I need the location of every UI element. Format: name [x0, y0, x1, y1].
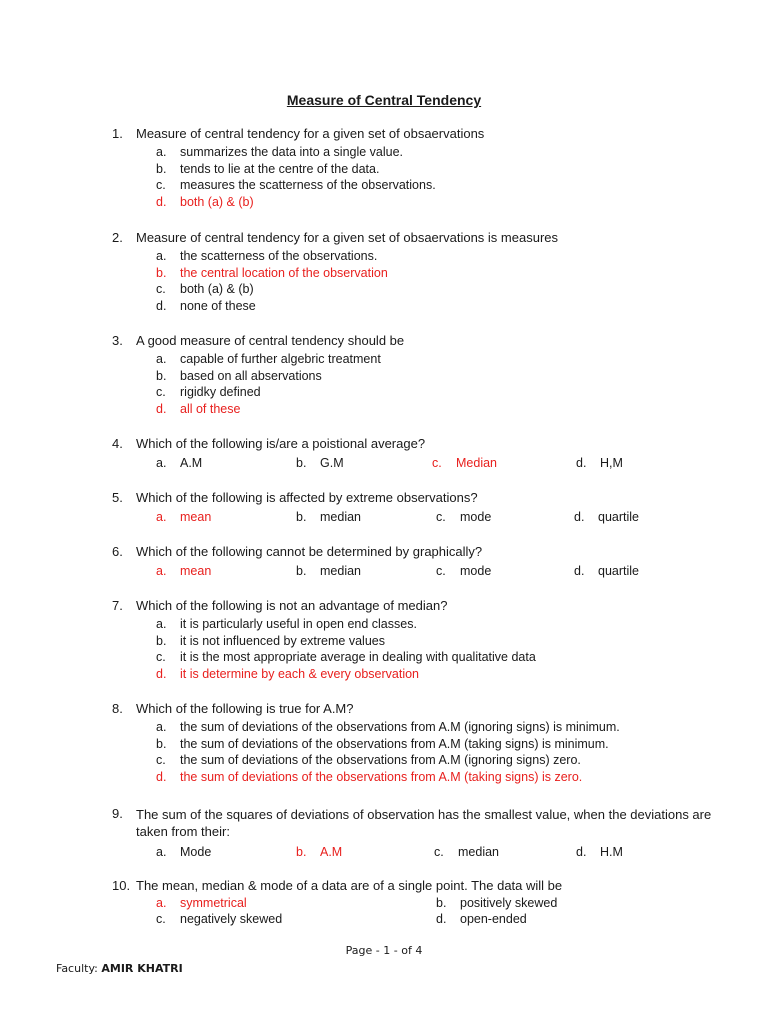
page-number: Page - 1 - of 4: [345, 944, 423, 957]
option-a: a. capable of further algebric treatment: [156, 352, 381, 366]
option-b: b. the sum of deviations of the observations from A.M (taking signs) is minimum.: [156, 736, 609, 751]
question-text: Which of the following is/are a poistional average?: [136, 436, 426, 451]
question-number: 10.: [112, 878, 131, 893]
option-d: d. none of these: [156, 298, 256, 313]
question-1: [112, 126, 712, 210]
option-a: a. Mode: [156, 845, 212, 859]
question-8: [112, 701, 712, 785]
question-10: [112, 878, 712, 929]
question-text: Measure of central tendency for a given set of obsaervations is measures: [136, 230, 558, 245]
option-c: c. the sum of deviations of the observations from A.M (ignoring signs) zero.: [156, 753, 581, 767]
question-text: Measure of central tendency for a given set of obsaervations: [136, 126, 485, 141]
option-c: c. mode: [436, 564, 492, 578]
faculty-label: Faculty:: [56, 962, 98, 975]
option-d-answer: d. all of these: [156, 401, 241, 416]
option-b-answer: b. the central location of the observation: [156, 265, 388, 280]
option-a: a. A.M: [156, 456, 203, 470]
option-b: b. positively skewed: [436, 896, 558, 910]
question-text: Which of the following is true for A.M?: [136, 701, 354, 716]
option-b: b. it is not influenced by extreme values: [156, 633, 385, 648]
option-a: a. summarizes the data into a single value.: [156, 145, 404, 159]
option-c: c. negatively skewed: [156, 912, 283, 926]
option-d: d. quartile: [574, 564, 639, 578]
question-text: Which of the following cannot be determined by graphically?: [136, 544, 483, 559]
question-5: [112, 490, 712, 527]
option-d: d. H.M: [576, 845, 623, 859]
question-number: 8.: [112, 701, 123, 716]
option-d-answer: d. it is determine by each & every observation: [156, 666, 420, 681]
option-d: d. quartile: [574, 510, 639, 524]
option-a-answer: a. mean: [156, 510, 212, 524]
question-text: Which of the following is not an advantage of median?: [136, 598, 448, 613]
question-number: 2.: [112, 230, 123, 245]
question-number: 7.: [112, 598, 123, 613]
question-number: 1.: [112, 126, 123, 141]
option-b: b. median: [296, 510, 361, 524]
option-a: a. the scatterness of the observations.: [156, 249, 378, 263]
question-text: A good measure of central tendency should be: [136, 333, 405, 348]
question-text: The sum of the squares of deviations of observation has the smallest value, when the deviations are taken from their:: [136, 807, 712, 839]
option-a: a. it is particularly useful in open end classes.: [156, 617, 417, 631]
question-text: The mean, median & mode of a data are of a single point. The data will be: [136, 878, 563, 893]
option-d-answer: d. both (a) & (b): [156, 194, 254, 209]
faculty-name: AMIR KHATRI: [101, 962, 183, 975]
option-b: b. based on all abservations: [156, 368, 322, 383]
option-b: b. G.M: [296, 456, 344, 470]
option-a-answer: a. symmetrical: [156, 896, 247, 910]
question-6: [112, 544, 712, 581]
question-text: Which of the following is affected by extreme observations?: [136, 490, 478, 505]
option-d: d. H,M: [576, 456, 623, 470]
option-a-answer: a. mean: [156, 564, 212, 578]
question-7: [112, 598, 712, 682]
option-d: d. open-ended: [436, 912, 527, 926]
option-b: b. tends to lie at the centre of the data.: [156, 161, 380, 176]
option-a: a. the sum of deviations of the observations from A.M (ignoring signs) is minimum.: [156, 720, 620, 734]
option-c: c. measures the scatterness of the observations.: [156, 178, 436, 192]
option-c: c. rigidky defined: [156, 385, 261, 399]
question-number: 9.: [112, 806, 123, 821]
option-c: c. both (a) & (b): [156, 282, 254, 296]
question-3: [112, 333, 712, 417]
option-c: c. median: [434, 845, 499, 859]
question-4: [112, 436, 712, 473]
question-number: 3.: [112, 333, 123, 348]
question-number: 5.: [112, 490, 123, 505]
option-c-answer: c. Median: [432, 456, 497, 470]
option-b: b. median: [296, 564, 361, 578]
question-2: [112, 230, 712, 314]
question-number: 4.: [112, 436, 123, 451]
option-d-answer: d. the sum of deviations of the observations from A.M (taking signs) is zero.: [156, 769, 583, 784]
page-title: Measure of Central Tendency: [286, 92, 482, 108]
option-b-answer: b. A.M: [296, 845, 343, 859]
option-c: c. mode: [436, 510, 492, 524]
option-c: c. it is the most appropriate average in dealing with qualitative data: [156, 650, 536, 664]
question-9: [112, 806, 712, 862]
question-number: 6.: [112, 544, 123, 559]
faculty-credit: [56, 962, 183, 975]
